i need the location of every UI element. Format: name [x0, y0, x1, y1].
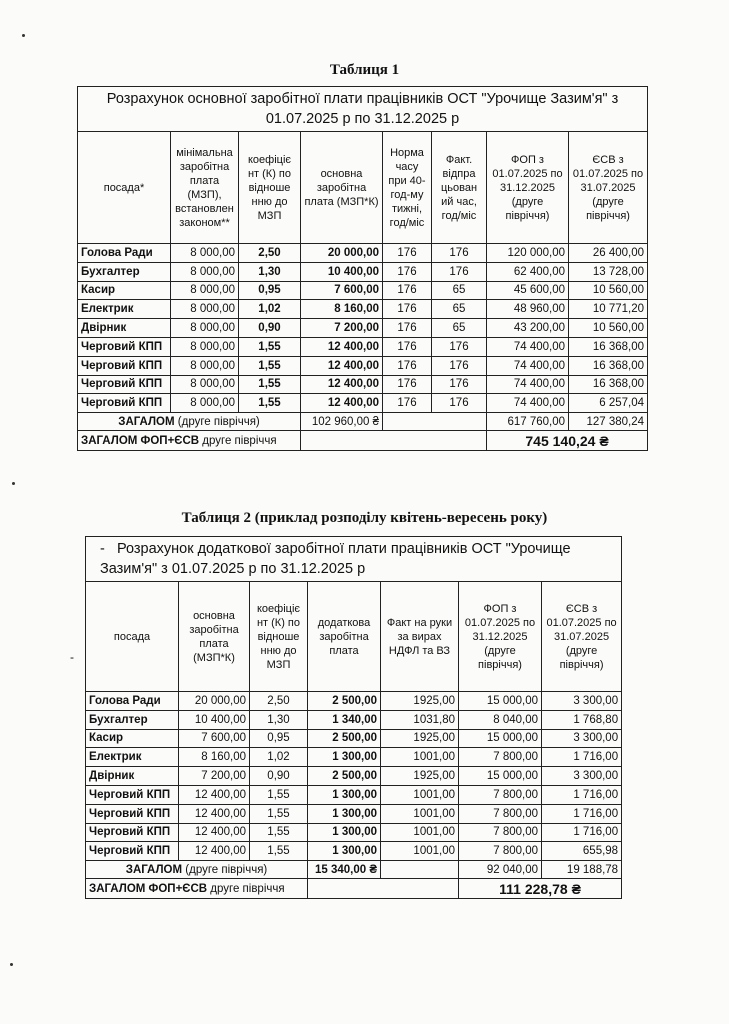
value-cell: 3 300,00 — [542, 767, 622, 786]
value-cell: 176 — [383, 394, 432, 413]
value-cell: 65 — [432, 281, 487, 300]
value-cell: 12 400,00 — [301, 356, 383, 375]
position-cell: Двірник — [86, 767, 179, 786]
value-cell: 1,55 — [239, 394, 301, 413]
value-cell: 12 400,00 — [301, 375, 383, 394]
value-cell: 20 000,00 — [301, 244, 383, 263]
column-header: Факт. відпра цьован ий час, год/міс — [432, 132, 487, 244]
value-cell: 1,30 — [250, 710, 308, 729]
scan-speck — [10, 963, 13, 966]
value-cell: 1925,00 — [381, 767, 459, 786]
table2-total-row — [86, 861, 622, 879]
value-cell: 62 400,00 — [487, 262, 569, 281]
total-label: ЗАГАЛОМ (друге півріччя) — [78, 413, 301, 431]
column-header: коефіціє нт (К) по відноше нню до МЗП — [239, 132, 301, 244]
value-cell: 176 — [383, 356, 432, 375]
value-cell: 1,55 — [250, 785, 308, 804]
value-cell: 12 400,00 — [179, 804, 250, 823]
value-cell: 8 000,00 — [171, 244, 239, 263]
value-cell: 1 300,00 — [308, 804, 381, 823]
column-header: основна заробітна плата (МЗП*К) — [179, 582, 250, 692]
value-cell: 8 000,00 — [171, 300, 239, 319]
table2 — [85, 536, 621, 899]
value-cell: 10 560,00 — [569, 319, 648, 338]
value-cell: 1 716,00 — [542, 823, 622, 842]
value-cell: 74 400,00 — [487, 356, 569, 375]
value-cell: 13 728,00 — [569, 262, 648, 281]
value-cell: 8 000,00 — [171, 319, 239, 338]
value-cell: 43 200,00 — [487, 319, 569, 338]
value-cell: 1,55 — [250, 804, 308, 823]
table1-grand-row — [78, 431, 648, 451]
value-cell: 176 — [383, 281, 432, 300]
position-cell: Двірник — [78, 319, 171, 338]
value-cell: 7 200,00 — [179, 767, 250, 786]
column-header: Факт на руки за вирах НДФЛ та ВЗ — [381, 582, 459, 692]
position-cell: Електрик — [86, 748, 179, 767]
value-cell: 3 300,00 — [542, 729, 622, 748]
table-row — [78, 300, 648, 319]
total-esv: 127 380,24 — [569, 413, 648, 431]
value-cell: 7 600,00 — [179, 729, 250, 748]
value-cell: 1,55 — [250, 842, 308, 861]
column-header: додаткова заробітна плата — [308, 582, 381, 692]
value-cell: 176 — [383, 244, 432, 263]
value-cell: 45 600,00 — [487, 281, 569, 300]
value-cell: 655,98 — [542, 842, 622, 861]
value-cell: 8 160,00 — [179, 748, 250, 767]
value-cell: 10 400,00 — [179, 710, 250, 729]
value-cell: 1 340,00 — [308, 710, 381, 729]
table1-header-row — [78, 132, 648, 244]
position-cell: Черговий КПП — [78, 356, 171, 375]
value-cell: 8 160,00 — [301, 300, 383, 319]
value-cell: 20 000,00 — [179, 692, 250, 711]
column-header: мінімальна заробітна плата (МЗП), встановлен законом** — [171, 132, 239, 244]
position-cell: Черговий КПП — [86, 823, 179, 842]
value-cell: 7 800,00 — [459, 842, 542, 861]
scan-speck — [12, 482, 15, 485]
column-header: коефіціє нт (К) по відноше нню до МЗП — [250, 582, 308, 692]
value-cell: 176 — [432, 356, 487, 375]
value-cell: 7 200,00 — [301, 319, 383, 338]
table-row — [78, 375, 648, 394]
empty-cell — [381, 861, 459, 879]
value-cell: 176 — [432, 375, 487, 394]
table-row — [86, 748, 622, 767]
value-cell: 1,02 — [239, 300, 301, 319]
value-cell: 1001,00 — [381, 748, 459, 767]
value-cell: 1 300,00 — [308, 842, 381, 861]
value-cell: 0,90 — [239, 319, 301, 338]
table-row — [78, 244, 648, 263]
value-cell: 1,55 — [250, 823, 308, 842]
value-cell: 2,50 — [239, 244, 301, 263]
value-cell: 15 000,00 — [459, 692, 542, 711]
empty-cell — [383, 413, 487, 431]
table-row — [86, 767, 622, 786]
value-cell: 8 000,00 — [171, 337, 239, 356]
table-row — [86, 729, 622, 748]
table-row — [78, 262, 648, 281]
value-cell: 0,95 — [239, 281, 301, 300]
table-row — [86, 823, 622, 842]
value-cell: 1 716,00 — [542, 748, 622, 767]
column-header: ЄСВ з 01.07.2025 по 31.07.2025 (друге півріччя) — [542, 582, 622, 692]
column-header: ЄСВ з 01.07.2025 по 31.07.2025 (друге півріччя) — [569, 132, 648, 244]
value-cell: 1 768,80 — [542, 710, 622, 729]
position-cell: Бухгалтер — [78, 262, 171, 281]
value-cell: 176 — [383, 300, 432, 319]
grand-total-label: ЗАГАЛОМ ФОП+ЄСВ друге півріччя — [86, 879, 308, 899]
table2-heading: Таблиця 2 (приклад розподілу квітень-вересень року) — [181, 510, 548, 526]
total-additional: 15 340,00 ₴ — [308, 861, 381, 879]
value-cell: 176 — [383, 337, 432, 356]
value-cell: 1001,00 — [381, 785, 459, 804]
column-header: основна заробітна плата (МЗП*К) — [301, 132, 383, 244]
scan-speck — [22, 34, 25, 37]
value-cell: 16 368,00 — [569, 337, 648, 356]
value-cell: 7 800,00 — [459, 823, 542, 842]
value-cell: 1001,00 — [381, 842, 459, 861]
value-cell: 15 000,00 — [459, 729, 542, 748]
value-cell: 26 400,00 — [569, 244, 648, 263]
grand-total-value: 111 228,78 ₴ — [459, 879, 622, 899]
table-row — [86, 710, 622, 729]
position-cell: Черговий КПП — [78, 337, 171, 356]
value-cell: 12 400,00 — [179, 785, 250, 804]
value-cell: 1 300,00 — [308, 823, 381, 842]
value-cell: 16 368,00 — [569, 356, 648, 375]
total-esv: 19 188,78 — [542, 861, 622, 879]
grand-total-value: 745 140,24 ₴ — [487, 431, 648, 451]
value-cell: 65 — [432, 319, 487, 338]
value-cell: 7 800,00 — [459, 748, 542, 767]
value-cell: 8 000,00 — [171, 281, 239, 300]
value-cell: 74 400,00 — [487, 337, 569, 356]
table-row — [86, 692, 622, 711]
value-cell: 0,90 — [250, 767, 308, 786]
value-cell: 74 400,00 — [487, 375, 569, 394]
table-row — [86, 842, 622, 861]
value-cell: 12 400,00 — [179, 823, 250, 842]
value-cell: 1,02 — [250, 748, 308, 767]
value-cell: 2 500,00 — [308, 692, 381, 711]
table-row — [86, 785, 622, 804]
value-cell: 1001,00 — [381, 804, 459, 823]
column-header: ФОП з 01.07.2025 по 31.12.2025 (друге півріччя) — [487, 132, 569, 244]
position-cell: Бухгалтер — [86, 710, 179, 729]
table2-grand-row — [86, 879, 622, 899]
total-fop: 92 040,00 — [459, 861, 542, 879]
value-cell: 176 — [383, 319, 432, 338]
total-label: ЗАГАЛОМ (друге півріччя) — [86, 861, 308, 879]
value-cell: 7 600,00 — [301, 281, 383, 300]
value-cell: 16 368,00 — [569, 375, 648, 394]
value-cell: 1031,80 — [381, 710, 459, 729]
column-header: посада — [86, 582, 179, 692]
value-cell: 3 300,00 — [542, 692, 622, 711]
value-cell: 176 — [432, 394, 487, 413]
value-cell: 10 771,20 — [569, 300, 648, 319]
table-row — [78, 394, 648, 413]
value-cell: 12 400,00 — [301, 337, 383, 356]
value-cell: 176 — [432, 337, 487, 356]
table-row — [78, 281, 648, 300]
column-header: посада* — [78, 132, 171, 244]
side-dash: - — [70, 650, 74, 664]
value-cell: 2 500,00 — [308, 767, 381, 786]
value-cell: 176 — [383, 262, 432, 281]
value-cell: 7 800,00 — [459, 804, 542, 823]
column-header: Норма часу при 40-год-му тижні, год/міс — [383, 132, 432, 244]
value-cell: 15 000,00 — [459, 767, 542, 786]
value-cell: 176 — [432, 244, 487, 263]
value-cell: 176 — [432, 262, 487, 281]
table1-caption: Розрахунок основної заробітної плати працівників ОСТ "Урочище Зазим'я" з 01.07.2025 р по 31.12.2025 р — [78, 87, 648, 132]
table-row — [78, 337, 648, 356]
value-cell: 1 300,00 — [308, 748, 381, 767]
position-cell: Черговий КПП — [86, 804, 179, 823]
value-cell: 10 400,00 — [301, 262, 383, 281]
table2-header-row — [86, 582, 622, 692]
value-cell: 1001,00 — [381, 823, 459, 842]
value-cell: 12 400,00 — [301, 394, 383, 413]
table1-total-row — [78, 413, 648, 431]
table1-heading: Таблиця 1 — [329, 62, 400, 78]
position-cell: Черговий КПП — [86, 785, 179, 804]
value-cell: 1 300,00 — [308, 785, 381, 804]
value-cell: 10 560,00 — [569, 281, 648, 300]
table1 — [77, 86, 647, 451]
value-cell: 0,95 — [250, 729, 308, 748]
empty-cell — [308, 879, 459, 899]
total-salary: 102 960,00 ₴ — [301, 413, 383, 431]
total-fop: 617 760,00 — [487, 413, 569, 431]
value-cell: 8 000,00 — [171, 394, 239, 413]
value-cell: 2,50 — [250, 692, 308, 711]
value-cell: 1925,00 — [381, 692, 459, 711]
value-cell: 1,55 — [239, 375, 301, 394]
position-cell: Черговий КПП — [86, 842, 179, 861]
value-cell: 48 960,00 — [487, 300, 569, 319]
value-cell: 65 — [432, 300, 487, 319]
position-cell: Електрик — [78, 300, 171, 319]
position-cell: Черговий КПП — [78, 394, 171, 413]
position-cell: Касир — [86, 729, 179, 748]
value-cell: 1,30 — [239, 262, 301, 281]
value-cell: 1925,00 — [381, 729, 459, 748]
position-cell: Касир — [78, 281, 171, 300]
position-cell: Черговий КПП — [78, 375, 171, 394]
column-header: ФОП з 01.07.2025 по 31.12.2025 (друге півріччя) — [459, 582, 542, 692]
value-cell: 1,55 — [239, 337, 301, 356]
empty-cell — [301, 431, 487, 451]
grand-total-label: ЗАГАЛОМ ФОП+ЄСВ друге півріччя — [78, 431, 301, 451]
value-cell: 1,55 — [239, 356, 301, 375]
value-cell: 2 500,00 — [308, 729, 381, 748]
table2-caption: - Розрахунок додаткової заробітної плати працівників ОСТ "Урочище Зазим'я" з 01.07.2025 р по 31.12.2025 р — [86, 537, 622, 582]
table-row — [78, 319, 648, 338]
table-row — [78, 356, 648, 375]
value-cell: 7 800,00 — [459, 785, 542, 804]
value-cell: 1 716,00 — [542, 785, 622, 804]
value-cell: 8 000,00 — [171, 356, 239, 375]
value-cell: 8 000,00 — [171, 375, 239, 394]
value-cell: 120 000,00 — [487, 244, 569, 263]
table-row — [86, 804, 622, 823]
value-cell: 6 257,04 — [569, 394, 648, 413]
value-cell: 176 — [383, 375, 432, 394]
position-cell: Голова Ради — [78, 244, 171, 263]
value-cell: 8 040,00 — [459, 710, 542, 729]
position-cell: Голова Ради — [86, 692, 179, 711]
value-cell: 1 716,00 — [542, 804, 622, 823]
value-cell: 8 000,00 — [171, 262, 239, 281]
value-cell: 74 400,00 — [487, 394, 569, 413]
value-cell: 12 400,00 — [179, 842, 250, 861]
